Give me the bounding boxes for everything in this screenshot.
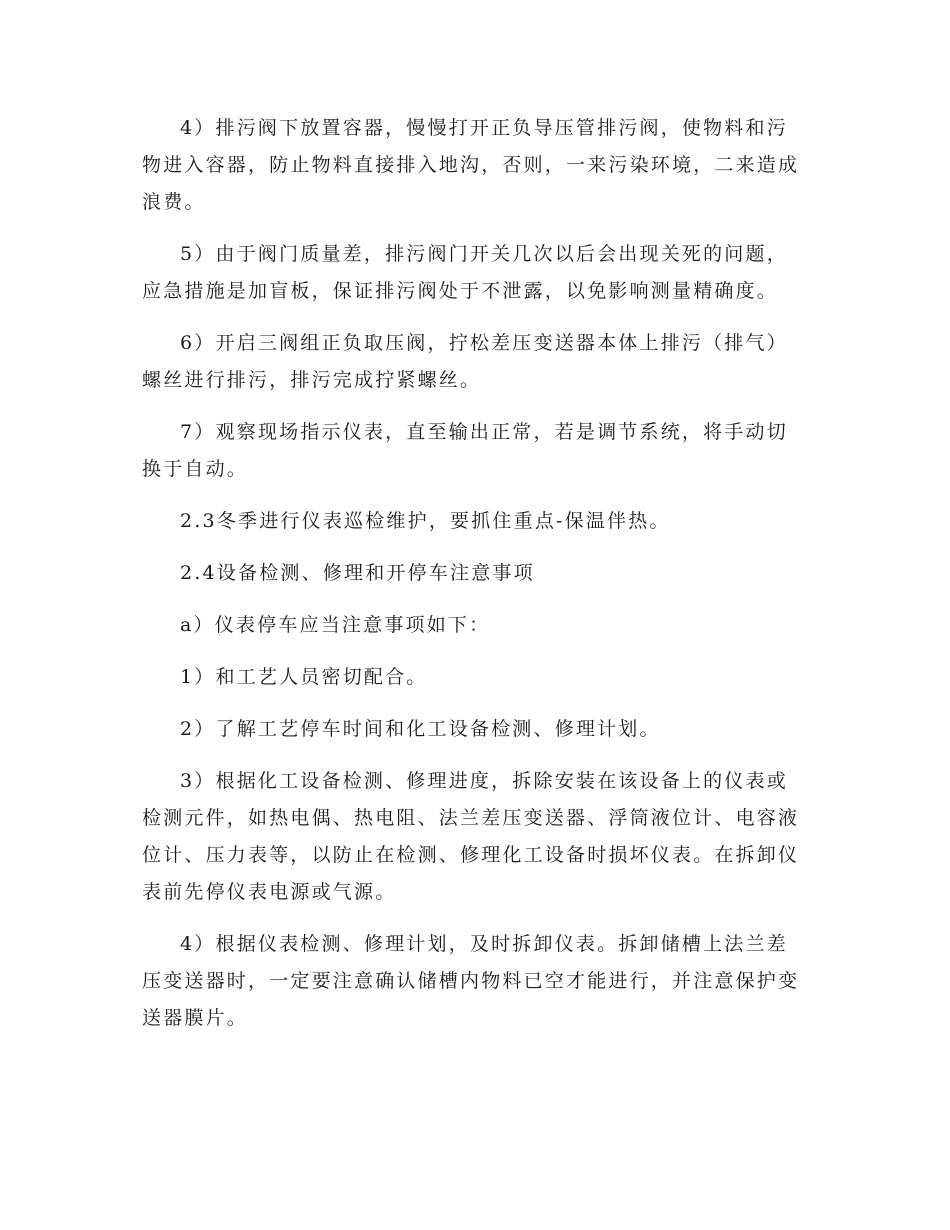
paragraph-shutdown-notes: a）仪表停车应当注意事项如下： bbox=[180, 614, 491, 636]
list-item-4: 4）根据仪表检测、修理计划，及时拆卸仪表。拆卸储槽上法兰差压变送器时，一定要注意确认储槽内物料已空才能进行，并注意保护变送器膜片。 bbox=[142, 933, 800, 1029]
section-heading-2-4: 2.4设备检测、修理和开停车注意事项 bbox=[180, 562, 535, 584]
list-item-1: 1）和工艺人员密切配合。 bbox=[180, 666, 428, 688]
section-heading-2-3: 2.3冬季进行仪表巡检维护，要抓住重点-保温伴热。 bbox=[180, 510, 671, 532]
paragraph-three-valve-group: 6）开启三阀组正负取压阀，拧松差压变送器本体上排污（排气）螺丝进行排污，排污完成拧紧螺丝。 bbox=[142, 332, 788, 391]
paragraph-drain-container: 4）排污阀下放置容器，慢慢打开正负导压管排污阀，使物料和污物进入容器，防止物料直接排入地沟，否则，一来污染环境，二来造成浪费。 bbox=[142, 117, 800, 213]
list-item-3: 3）根据化工设备检测、修理进度，拆除安装在该设备上的仪表或检测元件，如热电偶、热电阻、法兰差压变送器、浮筒液位计、电容液位计、压力表等，以防止在检测、修理化工设备时损坏仪表。在拆卸仪表前先停仪表电源或气源。 bbox=[142, 770, 800, 903]
paragraph-valve-quality: 5）由于阀门质量差，排污阀门开关几次以后会出现关死的问题，应急措施是加盲板，保证排污阀处于不泄露，以免影响测量精确度。 bbox=[142, 243, 788, 302]
paragraph-observe-instrument: 7）观察现场指示仪表，直至输出正常，若是调节系统，将手动切换于自动。 bbox=[142, 421, 788, 480]
list-item-2: 2）了解工艺停车时间和化工设备检测、修理计划。 bbox=[180, 718, 661, 740]
document-body bbox=[142, 110, 806, 1052]
